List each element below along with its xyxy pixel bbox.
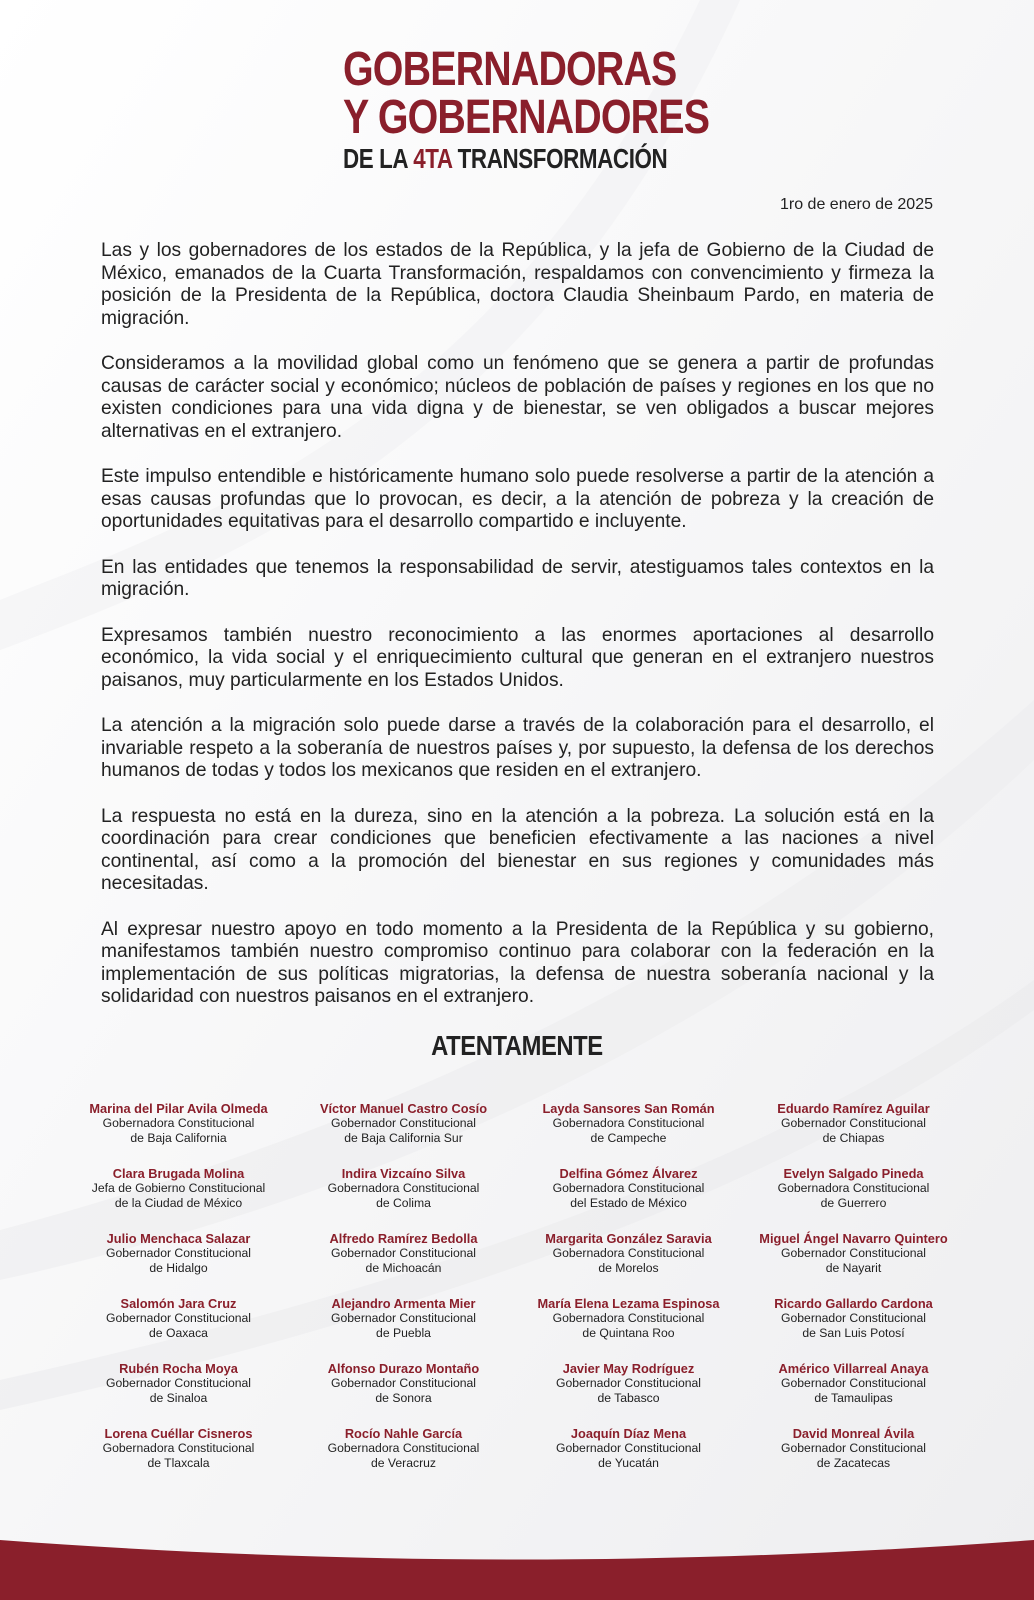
signatory-block bbox=[66, 1231, 291, 1276]
signatory-state: de Chiapas bbox=[822, 1131, 885, 1145]
masthead-line-3 bbox=[343, 143, 668, 174]
paragraph: Este impulso entendible e históricamente humano solo puede resolverse a partir de la atención a esas causas profundas que lo provocan, es decir, a la atención de pobreza y la creación de oportunidades equitativas para el desarrollo compartido e incluyente. bbox=[101, 466, 934, 532]
signatory-role: Gobernador Constitucional bbox=[106, 1246, 251, 1260]
signatory-role: Gobernadora Constitucional bbox=[327, 1181, 480, 1195]
signatory-name: David Monreal Ávila bbox=[792, 1426, 915, 1441]
paragraph: La respuesta no está en la dureza, sino en la atención a la pobreza. La solución está en la coordinación para crear condiciones que beneficien efectivamente a las naciones a nivel continental, así como a la promoción del bienestar en sus regiones y comunidades más necesitadas. bbox=[101, 805, 934, 894]
signatory-name: Víctor Manuel Castro Cosío bbox=[319, 1101, 488, 1116]
statement-body bbox=[101, 240, 934, 1032]
document-date: 1ro de enero de 2025 bbox=[779, 196, 933, 213]
signatory-block bbox=[516, 1296, 741, 1341]
signatory-role: Gobernadora Constitucional bbox=[777, 1181, 930, 1195]
signatory-role: Gobernador Constitucional bbox=[556, 1376, 701, 1390]
signatory-block bbox=[741, 1426, 966, 1471]
signatory-role: Gobernador Constitucional bbox=[106, 1311, 251, 1325]
paragraph: En las entidades que tenemos la responsabilidad de servir, atestiguamos tales contextos en la migración. bbox=[101, 556, 934, 600]
signatory-role: Gobernador Constitucional bbox=[781, 1116, 926, 1130]
signatory-state: de Sinaloa bbox=[149, 1391, 208, 1405]
signatory-name: Alejandro Armenta Mier bbox=[331, 1296, 476, 1311]
closing-text: ATENTAMENTE bbox=[431, 1030, 603, 1061]
signatory-block bbox=[741, 1361, 966, 1406]
signatory-block bbox=[516, 1231, 741, 1276]
signatory-name: Alfonso Durazo Montaño bbox=[327, 1361, 480, 1376]
signatory-state: de Campeche bbox=[590, 1131, 667, 1145]
signatory-block bbox=[291, 1361, 516, 1406]
signatory-name: Rubén Rocha Moya bbox=[119, 1361, 238, 1376]
closing-heading bbox=[0, 1030, 1034, 1062]
signatory-block bbox=[741, 1166, 966, 1211]
signatory-name: Marina del Pilar Avila Olmeda bbox=[89, 1101, 268, 1116]
signatory-block bbox=[516, 1426, 741, 1471]
signatory-role: Gobernadora Constitucional bbox=[552, 1246, 705, 1260]
signatory-name: Indira Vizcaíno Silva bbox=[341, 1166, 466, 1181]
signatory-state: de Oaxaca bbox=[149, 1326, 208, 1340]
signatory-state: de Sonora bbox=[375, 1391, 432, 1405]
signatory-name: Clara Brugada Molina bbox=[112, 1166, 245, 1181]
signatory-name: Margarita González Saravia bbox=[545, 1231, 712, 1246]
signatory-block bbox=[291, 1101, 516, 1146]
signatory-role: Gobernadora Constitucional bbox=[102, 1116, 255, 1130]
signatory-block bbox=[66, 1296, 291, 1341]
signatory-role: Jefa de Gobierno Constitucional bbox=[91, 1181, 266, 1195]
masthead-logo bbox=[343, 43, 710, 174]
signatory-role: Gobernador Constitucional bbox=[781, 1441, 926, 1455]
signatory-role: Gobernador Constitucional bbox=[556, 1441, 701, 1455]
signatory-block bbox=[291, 1426, 516, 1471]
signatory-state: de Tamaulipas bbox=[814, 1391, 893, 1405]
signatory-state: de Veracruz bbox=[370, 1456, 437, 1470]
signatory-state: del Estado de México bbox=[570, 1196, 687, 1210]
signatory-state: de Baja California bbox=[130, 1131, 227, 1145]
signatory-state: de Tlaxcala bbox=[147, 1456, 210, 1470]
signatory-state: de Guerrero bbox=[820, 1196, 887, 1210]
signatory-role: Gobernadora Constitucional bbox=[552, 1181, 705, 1195]
signatory-role: Gobernador Constitucional bbox=[781, 1376, 926, 1390]
signatory-state: de Baja California Sur bbox=[344, 1131, 463, 1145]
signatories-grid bbox=[66, 1101, 966, 1471]
signatory-name: Alfredo Ramírez Bedolla bbox=[329, 1231, 478, 1246]
signatory-block bbox=[291, 1166, 516, 1211]
signatory-state: de Zacatecas bbox=[816, 1456, 891, 1470]
masthead-line-3-accent: 4TA bbox=[413, 143, 452, 174]
signatory-role: Gobernadora Constitucional bbox=[327, 1441, 480, 1455]
signatory-state: de San Luis Potosí bbox=[802, 1326, 905, 1340]
signatory-name: María Elena Lezama Espinosa bbox=[537, 1296, 720, 1311]
signatory-name: Eduardo Ramírez Aguilar bbox=[777, 1101, 930, 1116]
paragraph: Expresamos también nuestro reconocimiento a las enormes aportaciones al desarrollo económico, la vida social y el enriquecimiento cultural que generan en el extranjero nuestros paisanos, muy particularmente en los Estados Unidos. bbox=[101, 624, 934, 691]
signatory-name: Layda Sansores San Román bbox=[542, 1101, 715, 1116]
signatory-name: Joaquín Díaz Mena bbox=[570, 1426, 687, 1441]
signatory-name: Javier May Rodríguez bbox=[562, 1361, 695, 1376]
signatory-state: de Tabasco bbox=[597, 1391, 660, 1405]
signatory-role: Gobernador Constitucional bbox=[781, 1311, 926, 1325]
signatory-name: Salomón Jara Cruz bbox=[120, 1296, 237, 1311]
signatory-state: de Hidalgo bbox=[149, 1261, 208, 1275]
signatory-state: de Yucatán bbox=[598, 1456, 659, 1470]
masthead-line-3-suffix: TRANSFORMACIÓN bbox=[451, 143, 668, 174]
paragraph: Al expresar nuestro apoyo en todo momento a la Presidenta de la República y su gobierno, manifestamos también nuestro compromiso continuo para colaborar con la federación en la implementación de sus políticas migratorias, la defensa de nuestra soberanía nacional y la solidaridad con nuestros paisanos en el extranjero. bbox=[101, 918, 934, 1007]
signatory-role: Gobernador Constitucional bbox=[781, 1246, 926, 1260]
signatory-block bbox=[516, 1361, 741, 1406]
masthead-line-1: GOBERNADORAS bbox=[343, 43, 677, 96]
signatory-block bbox=[516, 1101, 741, 1146]
paragraph: Consideramos a la movilidad global como un fenómeno que se genera a partir de profundas causas de carácter social y económico; núcleos de población de países y regiones en los que no existen condiciones para una vida digna y de bienestar, se ven obligados a buscar mejores alternativas en el extranjero. bbox=[101, 353, 934, 442]
signatory-block bbox=[66, 1101, 291, 1146]
signatory-block bbox=[291, 1231, 516, 1276]
masthead-line-2: Y GOBERNADORES bbox=[343, 91, 710, 144]
signatory-block bbox=[291, 1296, 516, 1341]
signatory-role: Gobernador Constitucional bbox=[331, 1246, 476, 1260]
masthead-line-3-prefix: DE LA bbox=[343, 143, 414, 174]
signatory-role: Gobernador Constitucional bbox=[331, 1311, 476, 1325]
signatory-state: de Colima bbox=[376, 1196, 431, 1210]
signatory-block bbox=[66, 1361, 291, 1406]
signatory-name: Ricardo Gallardo Cardona bbox=[774, 1296, 933, 1311]
signatory-role: Gobernador Constitucional bbox=[106, 1376, 251, 1390]
signatory-block bbox=[516, 1166, 741, 1211]
signatory-block bbox=[741, 1231, 966, 1276]
signatory-state: de Puebla bbox=[376, 1326, 431, 1340]
signatory-name: Delfina Gómez Álvarez bbox=[559, 1166, 698, 1181]
signatory-name: Américo Villarreal Anaya bbox=[778, 1361, 929, 1376]
signatory-name: Julio Menchaca Salazar bbox=[106, 1231, 251, 1246]
signatory-block bbox=[741, 1101, 966, 1146]
paragraph: La atención a la migración solo puede darse a través de la colaboración para el desarrollo, el invariable respeto a la soberanía de nuestros países y, por supuesto, la defensa de los derechos humanos de todas y todos los mexicanos que residen en el extranjero. bbox=[101, 715, 934, 781]
paragraph: Las y los gobernadores de los estados de la República, y la jefa de Gobierno de la Ciudad de México, emanados de la Cuarta Transformación, respaldamos con convencimiento y firmeza la posición de la Presidenta de la República, doctora Claudia Sheinbaum Pardo, en materia de migración. bbox=[101, 240, 934, 329]
signatory-state: de Michoacán bbox=[365, 1261, 442, 1275]
signatory-name: Rocío Nahle García bbox=[344, 1426, 463, 1441]
signatory-state: de Morelos bbox=[598, 1261, 659, 1275]
signatory-role: Gobernadora Constitucional bbox=[552, 1311, 705, 1325]
signatory-name: Lorena Cuéllar Cisneros bbox=[104, 1426, 253, 1441]
signatory-block bbox=[66, 1426, 291, 1471]
signatory-block bbox=[741, 1296, 966, 1341]
signatory-name: Evelyn Salgado Pineda bbox=[783, 1166, 924, 1181]
signatory-block bbox=[66, 1166, 291, 1211]
signatory-state: de la Ciudad de México bbox=[114, 1196, 243, 1210]
signatory-state: de Nayarit bbox=[825, 1261, 882, 1275]
signatory-name: Miguel Ángel Navarro Quintero bbox=[759, 1231, 948, 1246]
signatory-role: Gobernador Constitucional bbox=[331, 1116, 476, 1130]
signatory-role: Gobernadora Constitucional bbox=[552, 1116, 705, 1130]
signatory-role: Gobernadora Constitucional bbox=[102, 1441, 255, 1455]
signatory-role: Gobernador Constitucional bbox=[331, 1376, 476, 1390]
signatory-state: de Quintana Roo bbox=[582, 1326, 675, 1340]
